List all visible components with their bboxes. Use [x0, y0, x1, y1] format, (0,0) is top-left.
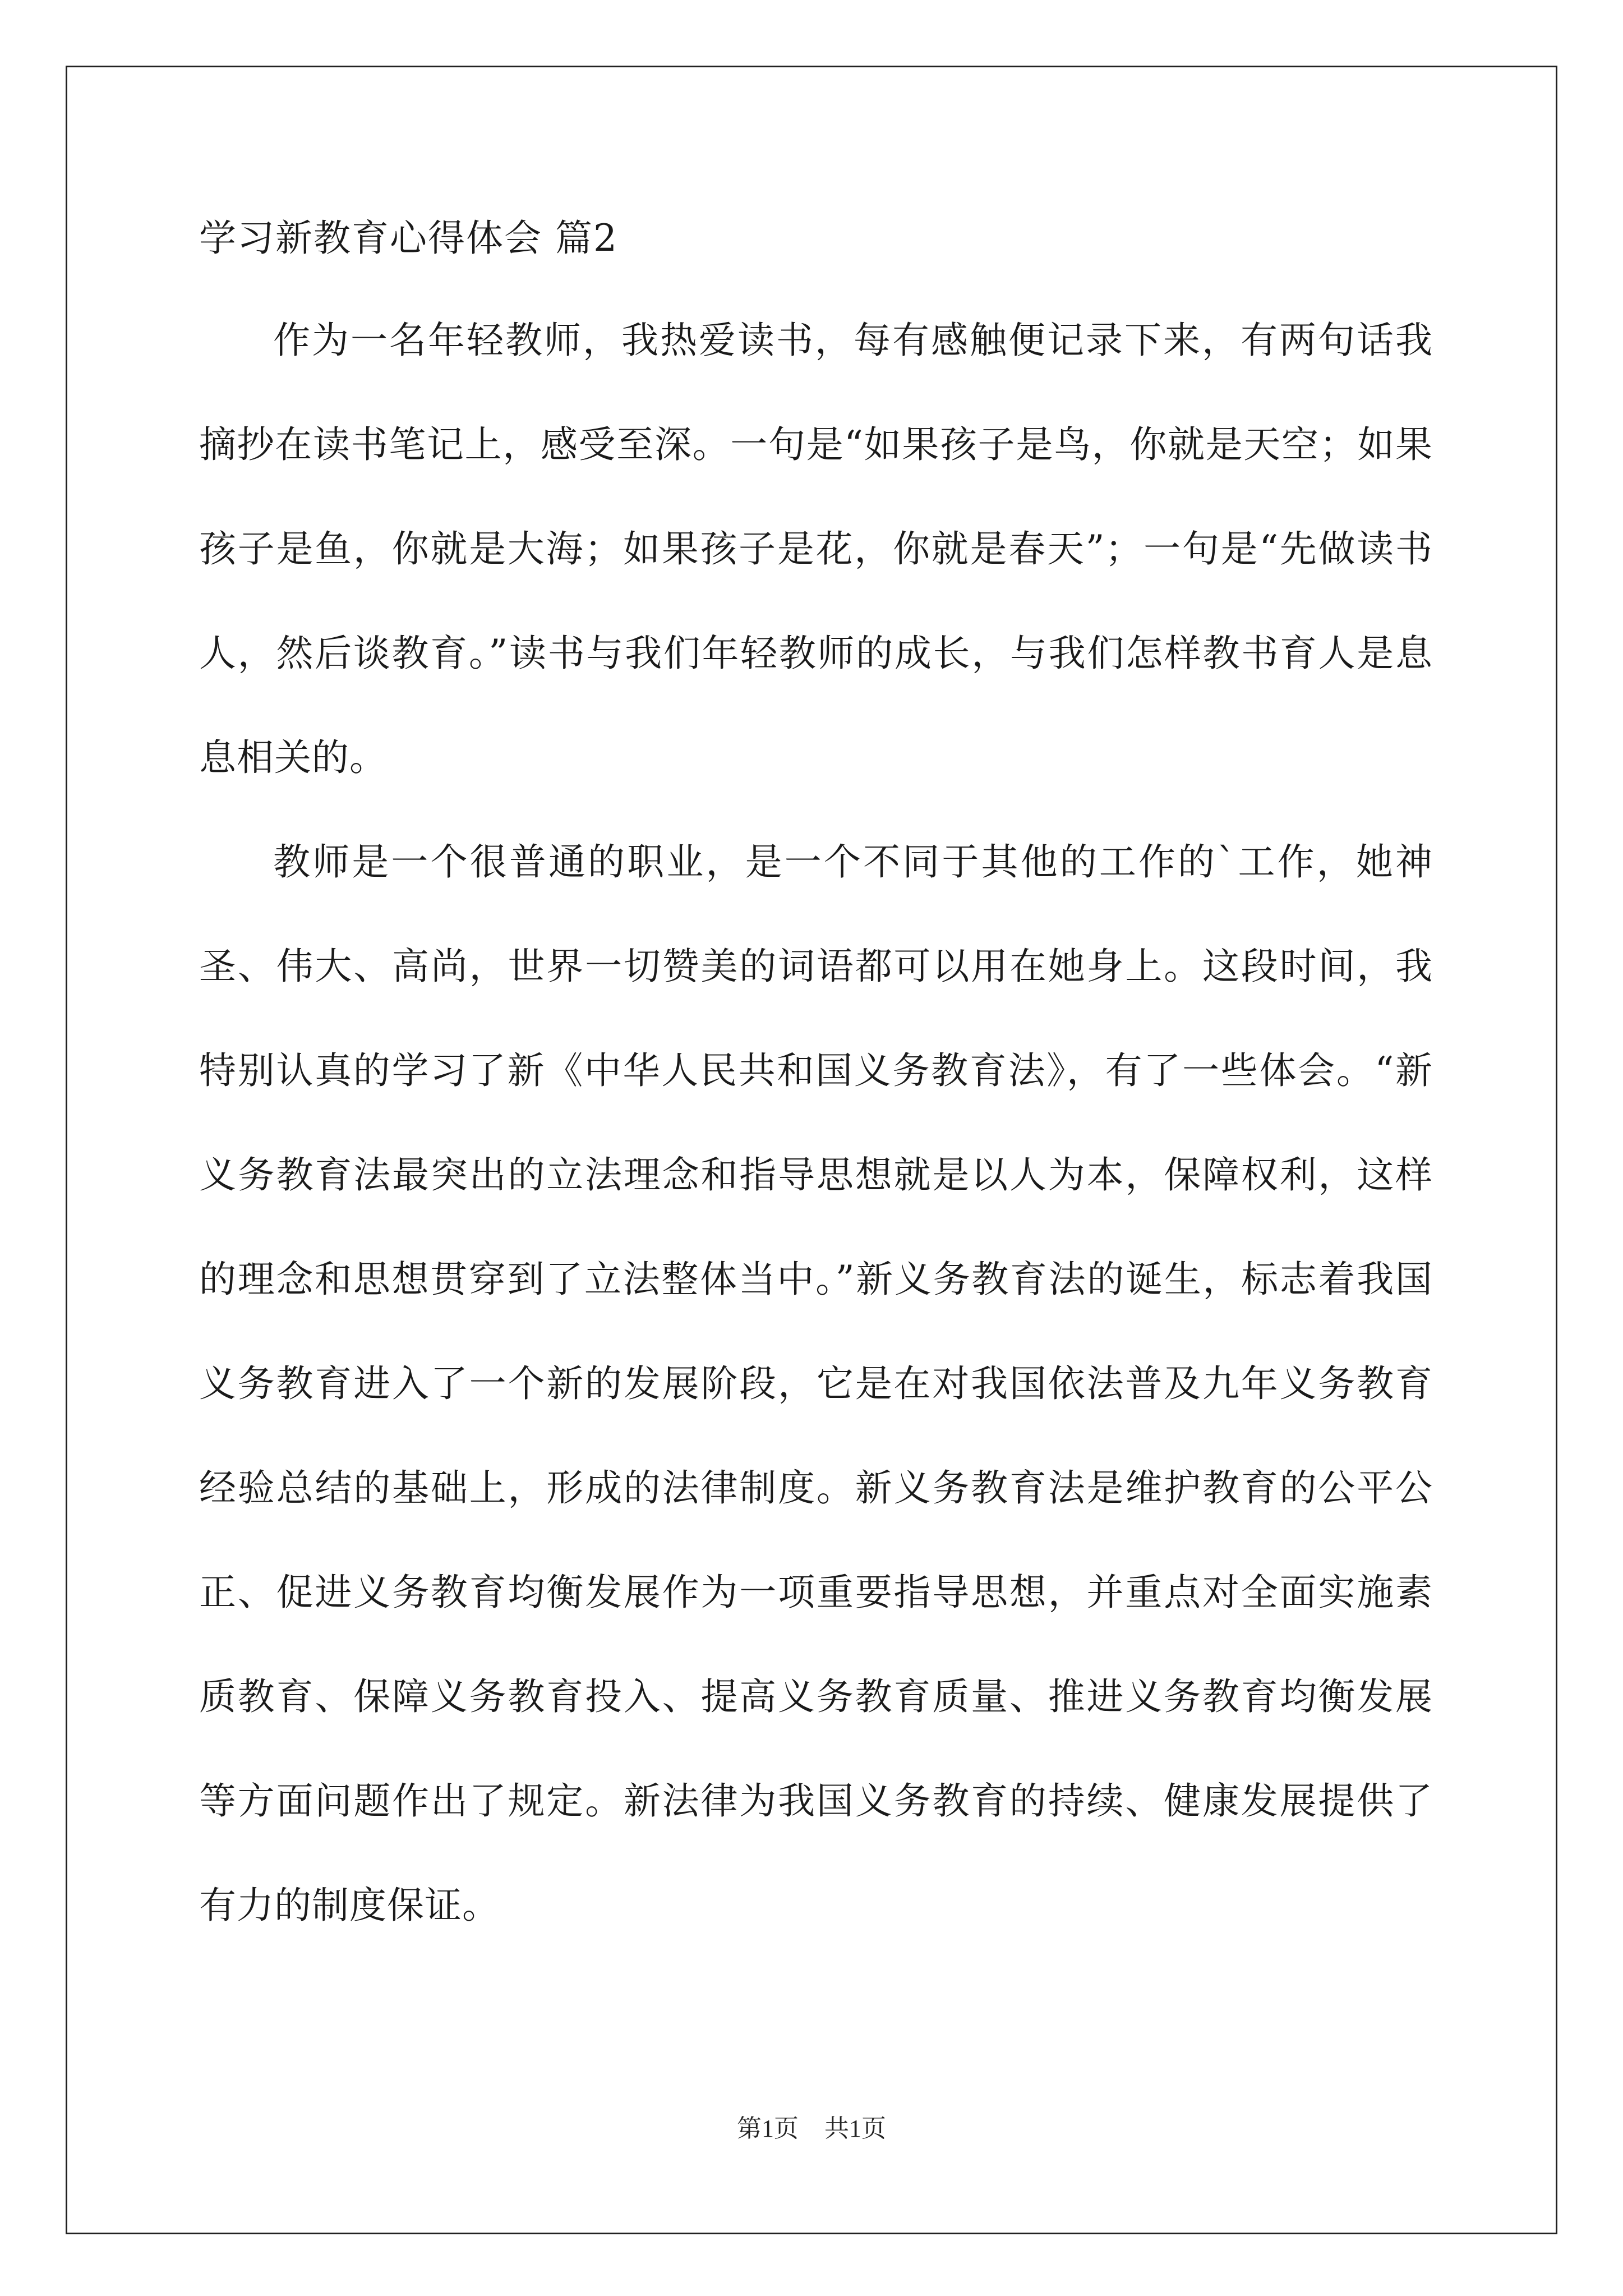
paragraph-2: 教师是一个很普通的职业，是一个不同于其他的工作的`工作，她神圣、伟大、高尚，世界一切赞美的词语都可以用在她身上。这段时间，我特别认真的学习了新《中华人民共和国义务教育法》，有了一些体会。“新义务教育法最突出的立法理念和指导思想就是以人为本，保障权利，这样的理念和思想贯穿到了立法整体当中。”新义务教育法的诞生，标志着我国义务教育进入了一个新的发展阶段，它是在对我国依法普及九年义务教育经验总结的基础上，形成的法律制度。新义务教育法是维护教育的公平公正、促进义务教育均衡发展作为一项重要指导思想，并重点对全面实施素质教育、保障义务教育投入、提高义务教育质量、推进义务教育均衡发展等方面问题作出了规定。新法律为我国义务教育的持续、健康发展提供了有力的制度保证。 [199, 840, 1433, 1927]
page-number: 第1页 [737, 2115, 799, 2142]
document-title: 学习新教育心得体会 篇2 [199, 217, 618, 260]
page-total: 共1页 [824, 2115, 886, 2142]
page-footer [0, 2112, 1623, 2146]
paragraph-1: 作为一名年轻教师，我热爱读书，每有感触便记录下来，有两句话我摘抄在读书笔记上，感受至深。一句是“如果孩子是鸟，你就是天空；如果孩子是鱼，你就是大海；如果孩子是花，你就是春天”；一句是“先做读书人，然后谈教育。”读书与我们年轻教师的成长，与我们怎样教书育人是息息相关的。 [199, 319, 1433, 779]
document-body [199, 208, 1433, 1958]
